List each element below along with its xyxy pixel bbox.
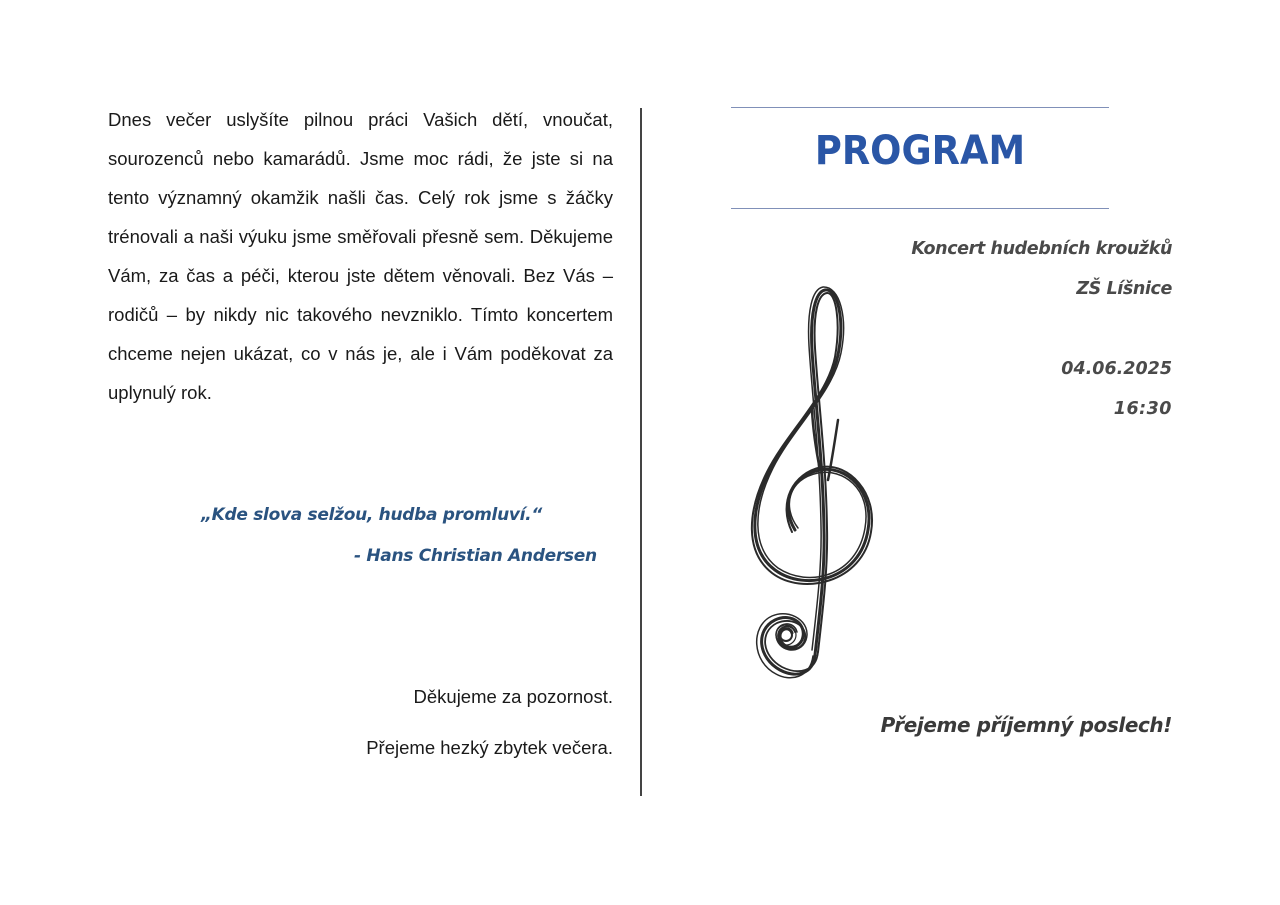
quote-author: - Hans Christian Andersen [354, 546, 597, 566]
intro-paragraph: Dnes večer uslyšíte pilnou práci Vašich dětí, vnoučat, sourozenců nebo kamarádů. Jsme moc rádi, že jste si na tento významný okamžik našli čas. Celý rok jsme s žáčky trénovali a naši výuku jsme směřovali přesně sem. Děkujeme Vám, za čas a péči, kterou jste dětem věnovali. Bez Vás – rodičů – by nikdy nic takového nevzniklo. Tímto koncertem chceme nejen ukázat, co v nás je, ale i Vám poděkovat za uplynulý rok. [108, 109, 613, 403]
treble-clef-icon [720, 280, 890, 680]
title-rule-top [731, 107, 1109, 108]
thanks-text: Děkujeme za pozornost. [413, 686, 613, 707]
school-name: ZŠ Líšnice [1076, 279, 1172, 299]
quote-text: „Kde slova selžou, hudba promluví.“ [201, 505, 542, 525]
closing-wish: Přejeme příjemný poslech! [880, 713, 1172, 737]
program-title: PROGRAM [814, 128, 1026, 174]
intro-section [108, 100, 613, 412]
evening-text: Přejeme hezký zbytek večera. [366, 737, 613, 758]
event-time: 16:30 [1113, 399, 1172, 419]
center-divider [640, 108, 642, 796]
event-name: Koncert hudebních kroužků [911, 239, 1172, 259]
title-rule-bottom [731, 208, 1109, 209]
event-date: 04.06.2025 [1061, 359, 1172, 379]
